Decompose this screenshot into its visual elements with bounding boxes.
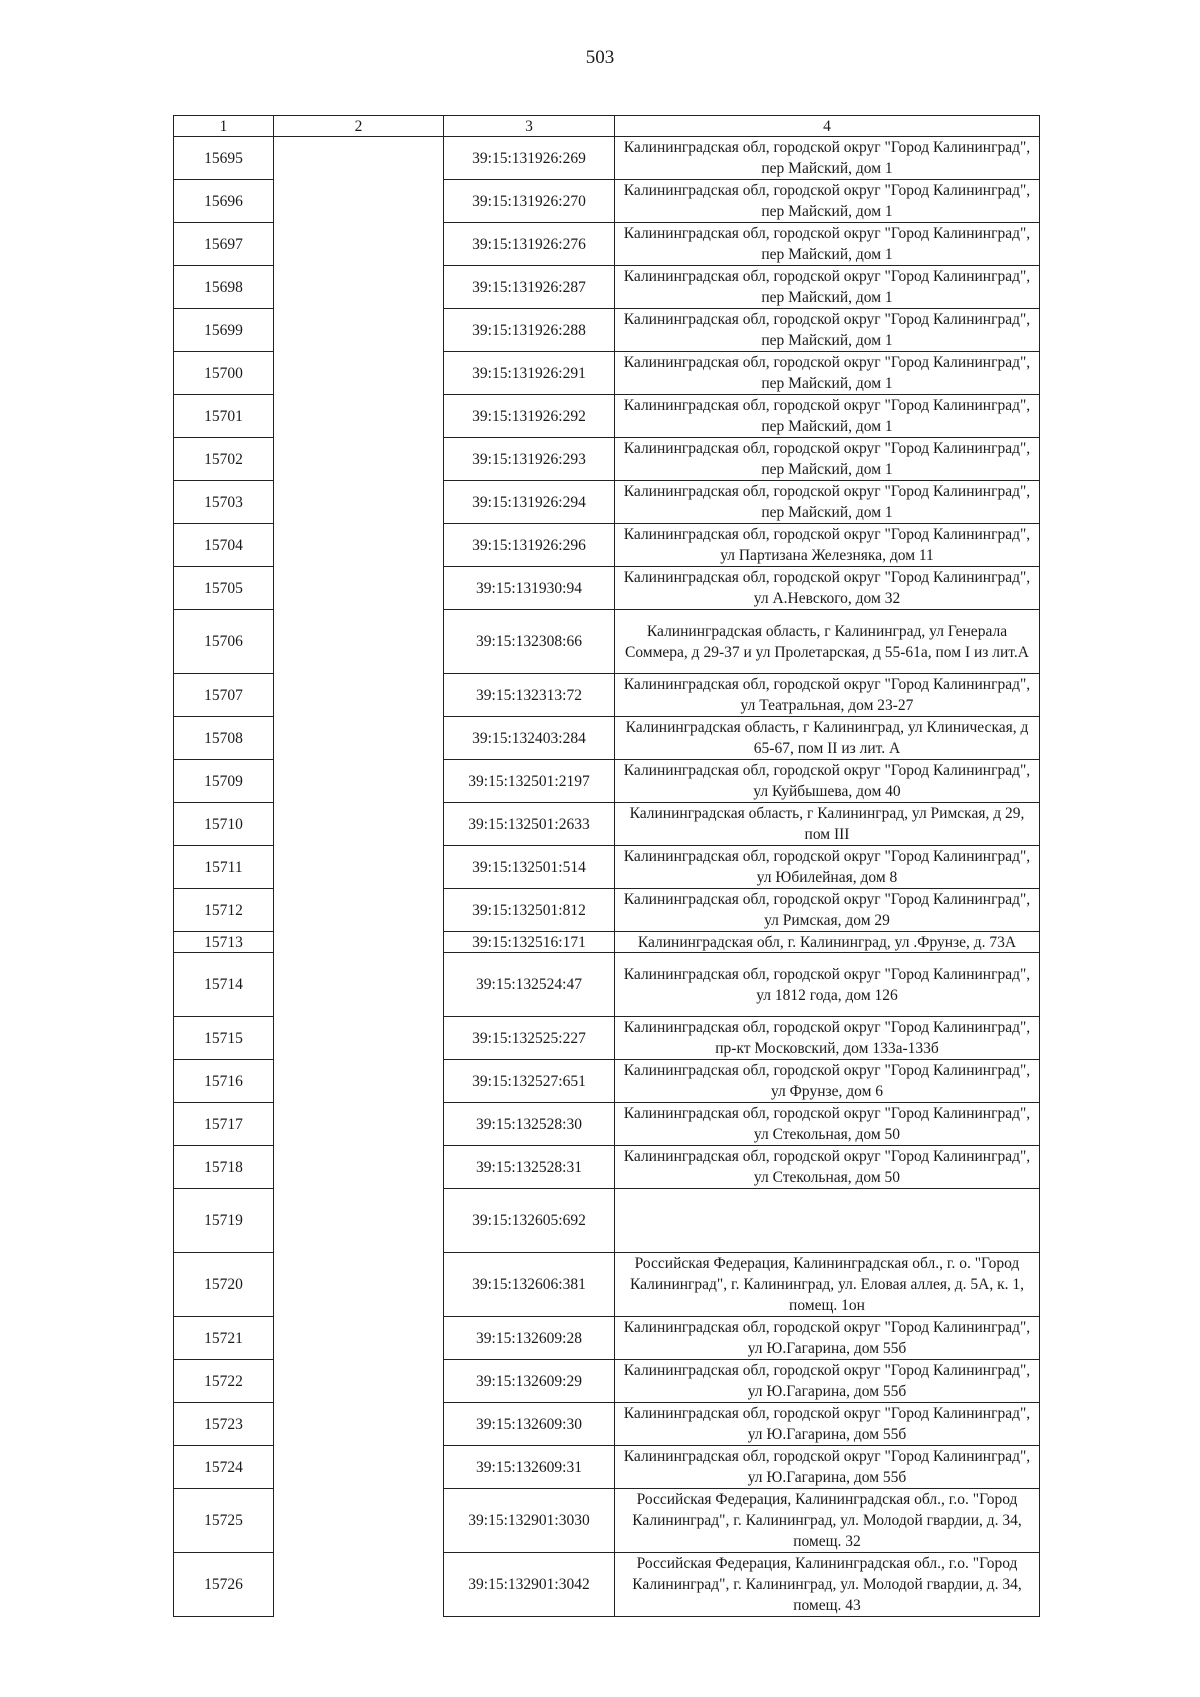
row-number-cell: 15697 bbox=[174, 223, 274, 266]
cadastral-number-cell: 39:15:132609:31 bbox=[444, 1446, 615, 1489]
table-row bbox=[174, 717, 1040, 760]
table-row bbox=[174, 567, 1040, 610]
table-row bbox=[174, 395, 1040, 438]
table-row bbox=[174, 524, 1040, 567]
table-header-row bbox=[174, 116, 1040, 137]
column-header-2: 2 bbox=[274, 116, 444, 137]
row-col2-cell bbox=[274, 352, 444, 395]
row-number-cell: 15703 bbox=[174, 481, 274, 524]
address-cell: Калининградская обл, городской округ "Город Калининград", пер Майский, дом 1 bbox=[615, 309, 1040, 352]
table-row bbox=[174, 846, 1040, 889]
row-col2-cell bbox=[274, 1553, 444, 1617]
address-cell: Калининградская обл, городской округ "Город Калининград", пер Майский, дом 1 bbox=[615, 137, 1040, 180]
table-row bbox=[174, 1146, 1040, 1189]
row-number-cell: 15695 bbox=[174, 137, 274, 180]
address-cell: Калининградская обл, городской округ "Город Калининград", пер Майский, дом 1 bbox=[615, 481, 1040, 524]
row-number-cell: 15717 bbox=[174, 1103, 274, 1146]
address-cell: Калининградская обл, городской округ "Город Калининград", пер Майский, дом 1 bbox=[615, 438, 1040, 481]
row-col2-cell bbox=[274, 481, 444, 524]
row-col2-cell bbox=[274, 1253, 444, 1317]
table-row bbox=[174, 1253, 1040, 1317]
address-cell: Калининградская обл, городской округ "Город Калининград", ул Куйбышева, дом 40 bbox=[615, 760, 1040, 803]
address-cell: Калининградская обл, городской округ "Город Калининград", ул Партизана Железняка, дом 11 bbox=[615, 524, 1040, 567]
row-col2-cell bbox=[274, 1146, 444, 1189]
row-col2-cell bbox=[274, 932, 444, 953]
row-col2-cell bbox=[274, 1060, 444, 1103]
table-row bbox=[174, 1317, 1040, 1360]
row-col2-cell bbox=[274, 180, 444, 223]
row-col2-cell bbox=[274, 1017, 444, 1060]
cadastral-number-cell: 39:15:132501:2197 bbox=[444, 760, 615, 803]
address-cell: Калининградская обл, городской округ "Город Калининград", пр-кт Московский, дом 133а-133б bbox=[615, 1017, 1040, 1060]
row-number-cell: 15726 bbox=[174, 1553, 274, 1617]
row-col2-cell bbox=[274, 803, 444, 846]
row-number-cell: 15722 bbox=[174, 1360, 274, 1403]
table-row bbox=[174, 1403, 1040, 1446]
table-row bbox=[174, 1360, 1040, 1403]
row-number-cell: 15718 bbox=[174, 1146, 274, 1189]
row-number-cell: 15714 bbox=[174, 953, 274, 1017]
table-row bbox=[174, 438, 1040, 481]
row-col2-cell bbox=[274, 610, 444, 674]
address-cell: Калининградская обл, городской округ "Город Калининград", ул Театральная, дом 23-27 bbox=[615, 674, 1040, 717]
cadastral-number-cell: 39:15:131926:276 bbox=[444, 223, 615, 266]
row-number-cell: 15700 bbox=[174, 352, 274, 395]
row-number-cell: 15704 bbox=[174, 524, 274, 567]
row-number-cell: 15721 bbox=[174, 1317, 274, 1360]
row-col2-cell bbox=[274, 846, 444, 889]
row-number-cell: 15698 bbox=[174, 266, 274, 309]
table-row bbox=[174, 1189, 1040, 1253]
address-cell: Калининградская обл, городской округ "Город Калининград", ул Ю.Гагарина, дом 55б bbox=[615, 1446, 1040, 1489]
registry-table bbox=[173, 115, 1040, 1617]
row-col2-cell bbox=[274, 1103, 444, 1146]
address-cell: Калининградская обл, городской округ "Город Калининград", ул Фрунзе, дом 6 bbox=[615, 1060, 1040, 1103]
table-row bbox=[174, 953, 1040, 1017]
row-number-cell: 15705 bbox=[174, 567, 274, 610]
cadastral-number-cell: 39:15:132528:31 bbox=[444, 1146, 615, 1189]
address-cell: Российская Федерация, Калининградская обл., г.о. "Город Калининград", г. Калининград, ул. Молодой гвардии, д. 34, помещ. 32 bbox=[615, 1489, 1040, 1553]
row-number-cell: 15713 bbox=[174, 932, 274, 953]
row-col2-cell bbox=[274, 889, 444, 932]
address-cell: Калининградская обл, городской округ "Город Калининград", ул 1812 года, дом 126 bbox=[615, 953, 1040, 1017]
row-number-cell: 15716 bbox=[174, 1060, 274, 1103]
cadastral-number-cell: 39:15:132516:171 bbox=[444, 932, 615, 953]
cadastral-number-cell: 39:15:132528:30 bbox=[444, 1103, 615, 1146]
address-cell: Калининградская обл, городской округ "Город Калининград", пер Майский, дом 1 bbox=[615, 395, 1040, 438]
cadastral-number-cell: 39:15:131926:288 bbox=[444, 309, 615, 352]
cadastral-number-cell: 39:15:132606:381 bbox=[444, 1253, 615, 1317]
cadastral-number-cell: 39:15:131926:269 bbox=[444, 137, 615, 180]
address-cell: Калининградская область, г Калининград, ул Римская, д 29, пом III bbox=[615, 803, 1040, 846]
cadastral-number-cell: 39:15:132609:28 bbox=[444, 1317, 615, 1360]
table-row bbox=[174, 180, 1040, 223]
table-row bbox=[174, 1489, 1040, 1553]
address-cell: Калининградская обл, городской округ "Город Калининград", ул Стекольная, дом 50 bbox=[615, 1103, 1040, 1146]
address-cell: Калининградская обл, городской округ "Город Калининград", ул Ю.Гагарина, дом 55б bbox=[615, 1403, 1040, 1446]
table-row bbox=[174, 932, 1040, 953]
row-number-cell: 15711 bbox=[174, 846, 274, 889]
cadastral-number-cell: 39:15:131926:296 bbox=[444, 524, 615, 567]
cadastral-number-cell: 39:15:132313:72 bbox=[444, 674, 615, 717]
row-col2-cell bbox=[274, 1360, 444, 1403]
cadastral-number-cell: 39:15:132609:29 bbox=[444, 1360, 615, 1403]
row-number-cell: 15696 bbox=[174, 180, 274, 223]
row-col2-cell bbox=[274, 223, 444, 266]
cadastral-number-cell: 39:15:132524:47 bbox=[444, 953, 615, 1017]
address-cell: Калининградская область, г Калининград, ул Генерала Соммера, д 29-37 и ул Пролетарская, д 55-61а, пом I из лит.А bbox=[615, 610, 1040, 674]
row-number-cell: 15720 bbox=[174, 1253, 274, 1317]
address-cell: Российская Федерация, Калининградская обл., г. о. "Город Калининград", г. Калининград, ул. Еловая аллея, д. 5А, к. 1, помещ. 1он bbox=[615, 1253, 1040, 1317]
address-cell: Калининградская обл, городской округ "Город Калининград", ул Ю.Гагарина, дом 55б bbox=[615, 1317, 1040, 1360]
row-col2-cell bbox=[274, 1489, 444, 1553]
cadastral-number-cell: 39:15:132308:66 bbox=[444, 610, 615, 674]
column-header-3: 3 bbox=[444, 116, 615, 137]
table-row bbox=[174, 889, 1040, 932]
column-header-4: 4 bbox=[615, 116, 1040, 137]
cadastral-number-cell: 39:15:131930:94 bbox=[444, 567, 615, 610]
row-number-cell: 15723 bbox=[174, 1403, 274, 1446]
cadastral-number-cell: 39:15:131926:287 bbox=[444, 266, 615, 309]
address-cell: Калининградская обл, городской округ "Город Калининград", ул Римская, дом 29 bbox=[615, 889, 1040, 932]
row-number-cell: 15702 bbox=[174, 438, 274, 481]
address-cell: Калининградская обл, г. Калининград, ул .Фрунзе, д. 73А bbox=[615, 932, 1040, 953]
row-col2-cell bbox=[274, 137, 444, 180]
row-number-cell: 15715 bbox=[174, 1017, 274, 1060]
row-number-cell: 15701 bbox=[174, 395, 274, 438]
table-row bbox=[174, 1017, 1040, 1060]
cadastral-number-cell: 39:15:132501:514 bbox=[444, 846, 615, 889]
row-col2-cell bbox=[274, 674, 444, 717]
table-row bbox=[174, 266, 1040, 309]
cadastral-number-cell: 39:15:131926:291 bbox=[444, 352, 615, 395]
row-col2-cell bbox=[274, 953, 444, 1017]
address-cell: Калининградская обл, городской округ "Город Калининград", пер Майский, дом 1 bbox=[615, 352, 1040, 395]
table-row bbox=[174, 674, 1040, 717]
address-cell: Калининградская обл, городской округ "Город Калининград", ул Стекольная, дом 50 bbox=[615, 1146, 1040, 1189]
table-row bbox=[174, 803, 1040, 846]
table-row bbox=[174, 352, 1040, 395]
table-row bbox=[174, 1553, 1040, 1617]
table-row bbox=[174, 1103, 1040, 1146]
row-col2-cell bbox=[274, 524, 444, 567]
row-col2-cell bbox=[274, 760, 444, 803]
table-body bbox=[174, 137, 1040, 1617]
table-row bbox=[174, 137, 1040, 180]
row-col2-cell bbox=[274, 395, 444, 438]
table-row bbox=[174, 223, 1040, 266]
table-row bbox=[174, 760, 1040, 803]
page-number: 503 bbox=[585, 47, 615, 68]
address-cell: Калининградская обл, городской округ "Город Калининград", ул Юбилейная, дом 8 bbox=[615, 846, 1040, 889]
row-number-cell: 15719 bbox=[174, 1189, 274, 1253]
cadastral-number-cell: 39:15:131926:292 bbox=[444, 395, 615, 438]
row-number-cell: 15710 bbox=[174, 803, 274, 846]
cadastral-number-cell: 39:15:132901:3042 bbox=[444, 1553, 615, 1617]
row-number-cell: 15724 bbox=[174, 1446, 274, 1489]
cadastral-number-cell: 39:15:132501:812 bbox=[444, 889, 615, 932]
address-cell bbox=[615, 1189, 1040, 1253]
table-row bbox=[174, 481, 1040, 524]
row-col2-cell bbox=[274, 567, 444, 610]
row-number-cell: 15707 bbox=[174, 674, 274, 717]
column-header-1: 1 bbox=[174, 116, 274, 137]
table-row bbox=[174, 1060, 1040, 1103]
address-cell: Российская Федерация, Калининградская обл., г.о. "Город Калининград", г. Калининград, ул. Молодой гвардии, д. 34, помещ. 43 bbox=[615, 1553, 1040, 1617]
row-number-cell: 15709 bbox=[174, 760, 274, 803]
table-row bbox=[174, 1446, 1040, 1489]
row-col2-cell bbox=[274, 309, 444, 352]
row-col2-cell bbox=[274, 1446, 444, 1489]
row-col2-cell bbox=[274, 438, 444, 481]
row-col2-cell bbox=[274, 1189, 444, 1253]
cadastral-number-cell: 39:15:132901:3030 bbox=[444, 1489, 615, 1553]
row-col2-cell bbox=[274, 266, 444, 309]
cadastral-number-cell: 39:15:132527:651 bbox=[444, 1060, 615, 1103]
row-number-cell: 15725 bbox=[174, 1489, 274, 1553]
row-number-cell: 15699 bbox=[174, 309, 274, 352]
row-col2-cell bbox=[274, 717, 444, 760]
row-col2-cell bbox=[274, 1317, 444, 1360]
cadastral-number-cell: 39:15:131926:293 bbox=[444, 438, 615, 481]
address-cell: Калининградская область, г Калининград, ул Клиническая, д 65-67, пом II из лит. А bbox=[615, 717, 1040, 760]
address-cell: Калининградская обл, городской округ "Город Калининград", пер Майский, дом 1 bbox=[615, 223, 1040, 266]
row-number-cell: 15708 bbox=[174, 717, 274, 760]
address-cell: Калининградская обл, городской округ "Город Калининград", пер Майский, дом 1 bbox=[615, 266, 1040, 309]
address-cell: Калининградская обл, городской округ "Город Калининград", ул Ю.Гагарина, дом 55б bbox=[615, 1360, 1040, 1403]
row-number-cell: 15706 bbox=[174, 610, 274, 674]
cadastral-number-cell: 39:15:131926:270 bbox=[444, 180, 615, 223]
cadastral-number-cell: 39:15:132501:2633 bbox=[444, 803, 615, 846]
cadastral-number-cell: 39:15:132525:227 bbox=[444, 1017, 615, 1060]
row-number-cell: 15712 bbox=[174, 889, 274, 932]
cadastral-number-cell: 39:15:132609:30 bbox=[444, 1403, 615, 1446]
table-row bbox=[174, 309, 1040, 352]
row-col2-cell bbox=[274, 1403, 444, 1446]
address-cell: Калининградская обл, городской округ "Город Калининград", ул А.Невского, дом 32 bbox=[615, 567, 1040, 610]
table-row bbox=[174, 610, 1040, 674]
cadastral-number-cell: 39:15:132605:692 bbox=[444, 1189, 615, 1253]
cadastral-number-cell: 39:15:132403:284 bbox=[444, 717, 615, 760]
address-cell: Калининградская обл, городской округ "Город Калининград", пер Майский, дом 1 bbox=[615, 180, 1040, 223]
cadastral-number-cell: 39:15:131926:294 bbox=[444, 481, 615, 524]
